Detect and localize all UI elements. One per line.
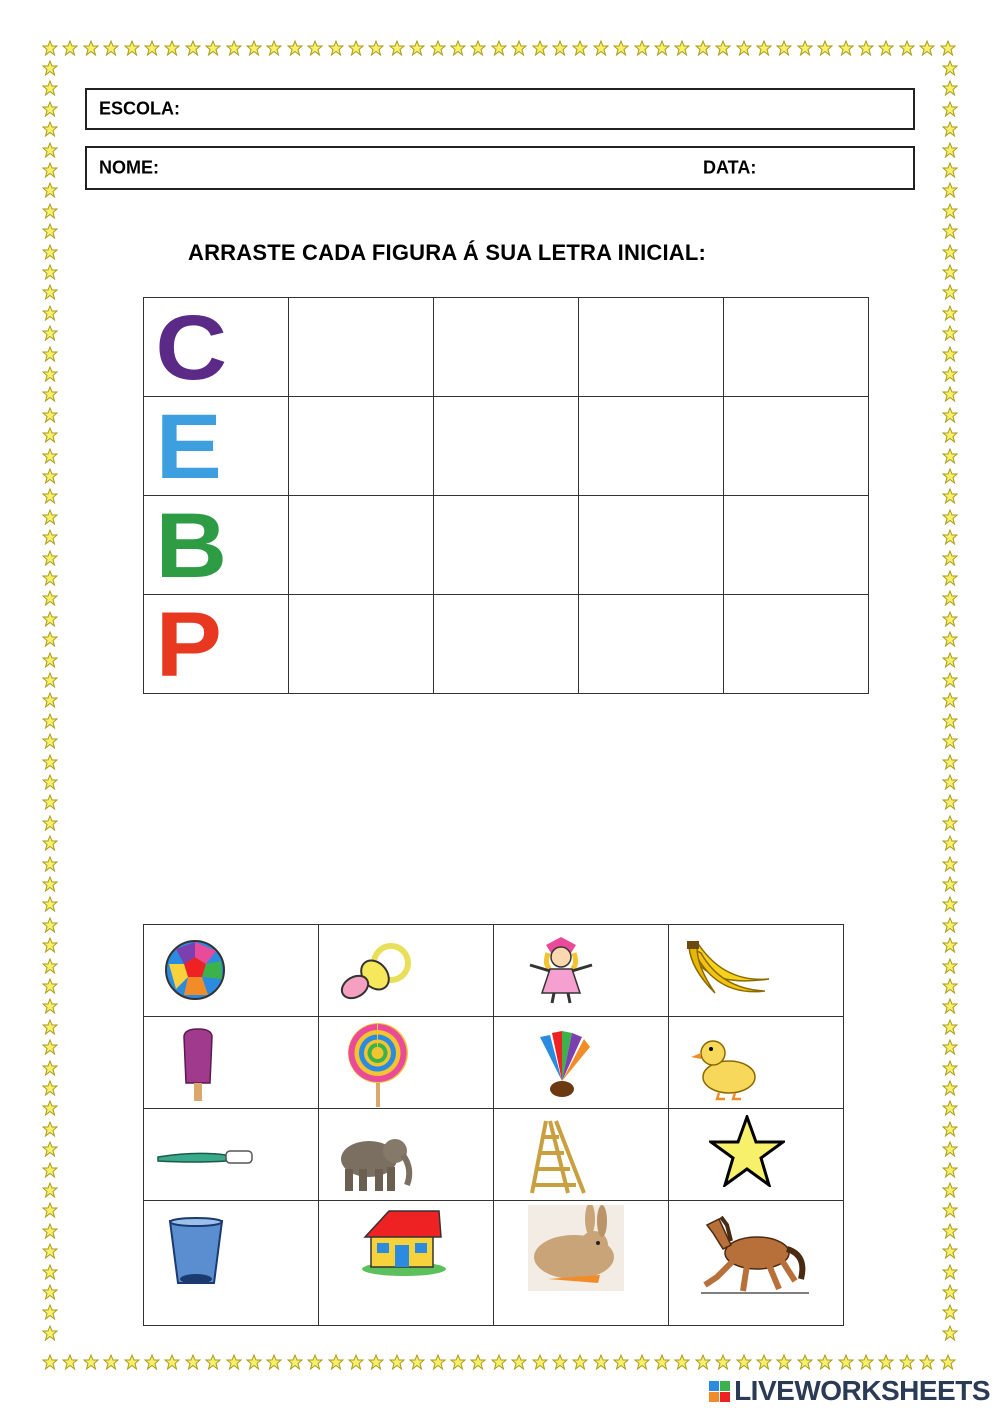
border-star-icon (491, 40, 507, 56)
border-star-icon (919, 40, 935, 56)
house-icon[interactable] (359, 1205, 449, 1277)
border-star-icon (328, 1354, 344, 1370)
border-star-icon (348, 1354, 364, 1370)
border-star-icon (389, 1354, 405, 1370)
liveworksheets-logo (709, 1375, 990, 1407)
border-star-icon (942, 1162, 958, 1178)
escola-label: ESCOLA: (99, 98, 180, 119)
border-star-icon (42, 182, 58, 198)
border-star-icon (919, 1354, 935, 1370)
border-star-icon (42, 40, 58, 56)
border-star-icon (42, 692, 58, 708)
border-star-icon (942, 1060, 958, 1076)
border-star-icon (42, 1060, 58, 1076)
letter-row (144, 595, 869, 694)
letter-b: B (155, 495, 226, 597)
border-star-icon (797, 40, 813, 56)
border-star-icon (942, 631, 958, 647)
shuttlecock-icon[interactable] (532, 1029, 592, 1101)
border-star-icon (42, 1182, 58, 1198)
border-star-icon (246, 1354, 262, 1370)
border-star-icon (42, 1284, 58, 1300)
border-star-icon (942, 1264, 958, 1280)
drop-zone[interactable] (724, 496, 869, 595)
border-star-icon (942, 570, 958, 586)
border-star-icon (942, 937, 958, 953)
border-star-icon (942, 1080, 958, 1096)
border-star-icon (942, 876, 958, 892)
border-star-icon (942, 264, 958, 280)
border-star-icon (409, 1354, 425, 1370)
drop-zone[interactable] (724, 298, 869, 397)
border-star-icon (430, 40, 446, 56)
border-star-icon (940, 40, 956, 56)
nome-field[interactable] (85, 146, 915, 190)
border-star-icon (42, 1121, 58, 1137)
border-star-icon (942, 754, 958, 770)
border-star-icon (942, 1202, 958, 1218)
drop-zone[interactable] (289, 397, 434, 496)
border-star-icon (42, 917, 58, 933)
border-star-icon (307, 40, 323, 56)
border-star-icon (942, 550, 958, 566)
drop-zone[interactable] (289, 496, 434, 595)
border-star-icon (654, 40, 670, 56)
border-star-icon (942, 917, 958, 933)
border-star-icon (942, 366, 958, 382)
banana-icon[interactable] (685, 939, 775, 1001)
drop-zone[interactable] (579, 397, 724, 496)
border-star-icon (593, 40, 609, 56)
letter-cell (144, 595, 289, 694)
border-star-icon (942, 529, 958, 545)
border-star-icon (572, 1354, 588, 1370)
border-star-icon (124, 1354, 140, 1370)
border-star-icon (942, 244, 958, 260)
border-star-icon (942, 774, 958, 790)
drop-zone[interactable] (724, 397, 869, 496)
letter-c: C (155, 297, 226, 399)
border-star-icon (942, 958, 958, 974)
border-star-icon (185, 40, 201, 56)
border-star-icon (838, 40, 854, 56)
border-star-icon (942, 794, 958, 810)
border-star-icon (62, 40, 78, 56)
border-star-icon (42, 672, 58, 688)
border-star-icon (42, 468, 58, 484)
border-star-icon (942, 1039, 958, 1055)
border-star-icon (942, 509, 958, 525)
border-star-icon (450, 1354, 466, 1370)
doll-icon[interactable] (526, 935, 596, 1005)
escola-field[interactable] (85, 88, 915, 130)
border-star-icon (613, 1354, 629, 1370)
border-star-icon (491, 1354, 507, 1370)
border-star-icon (42, 223, 58, 239)
border-star-icon (942, 1223, 958, 1239)
border-star-icon (144, 40, 160, 56)
border-star-icon (942, 407, 958, 423)
border-star-icon (226, 1354, 242, 1370)
border-star-icon (532, 40, 548, 56)
letter-drop-grid (143, 297, 869, 694)
border-star-icon (942, 978, 958, 994)
border-star-icon (942, 815, 958, 831)
border-star-icon (42, 346, 58, 362)
border-star-icon (942, 590, 958, 606)
border-star-icon (42, 876, 58, 892)
border-star-icon (226, 40, 242, 56)
border-star-icon (942, 203, 958, 219)
drop-zone[interactable] (724, 595, 869, 694)
border-star-icon (450, 40, 466, 56)
border-star-icon (736, 40, 752, 56)
border-star-icon (942, 386, 958, 402)
border-star-icon (42, 1202, 58, 1218)
border-star-icon (942, 80, 958, 96)
border-star-icon (942, 1304, 958, 1320)
border-star-icon (942, 223, 958, 239)
nome-label: NOME: (99, 157, 159, 178)
border-star-icon (942, 162, 958, 178)
border-star-icon (858, 40, 874, 56)
popsicle-icon[interactable] (178, 1027, 218, 1103)
drop-zone[interactable] (434, 496, 579, 595)
border-star-icon (942, 1019, 958, 1035)
border-star-icon (942, 611, 958, 627)
border-star-icon (42, 305, 58, 321)
border-star-icon (817, 1354, 833, 1370)
border-star-icon (942, 713, 958, 729)
border-star-icon (942, 835, 958, 851)
border-star-icon (942, 182, 958, 198)
border-star-icon (42, 529, 58, 545)
border-star-icon (470, 1354, 486, 1370)
border-star-icon (942, 448, 958, 464)
border-star-icon (328, 40, 344, 56)
border-star-icon (42, 794, 58, 810)
border-star-icon (42, 386, 58, 402)
border-star-icon (42, 631, 58, 647)
border-star-icon (62, 1354, 78, 1370)
border-star-icon (42, 1080, 58, 1096)
border-star-icon (654, 1354, 670, 1370)
border-star-icon (42, 978, 58, 994)
border-star-icon (942, 325, 958, 341)
border-star-icon (42, 1162, 58, 1178)
border-star-icon (164, 40, 180, 56)
brand-text: LIVEWORKSHEETS (734, 1375, 990, 1406)
border-star-icon (42, 590, 58, 606)
border-star-icon (42, 488, 58, 504)
border-star-icon (942, 672, 958, 688)
border-star-icon (593, 1354, 609, 1370)
drop-zone[interactable] (579, 496, 724, 595)
border-star-icon (942, 1121, 958, 1137)
border-star-icon (942, 1284, 958, 1300)
border-star-icon (942, 733, 958, 749)
border-star-icon (42, 1264, 58, 1280)
border-star-icon (797, 1354, 813, 1370)
letter-cell (144, 496, 289, 595)
ball-icon[interactable] (164, 939, 226, 1001)
border-star-icon (42, 835, 58, 851)
drop-zone[interactable] (434, 595, 579, 694)
border-star-icon (776, 1354, 792, 1370)
border-star-icon (266, 1354, 282, 1370)
border-star-icon (430, 1354, 446, 1370)
border-star-icon (756, 1354, 772, 1370)
border-star-icon (817, 40, 833, 56)
border-star-icon (942, 1182, 958, 1198)
border-star-icon (42, 427, 58, 443)
border-star-icon (83, 40, 99, 56)
border-star-icon (42, 264, 58, 280)
border-star-icon (942, 856, 958, 872)
border-star-icon (42, 754, 58, 770)
letter-p: P (155, 594, 220, 696)
border-star-icon (42, 611, 58, 627)
border-star-icon (42, 1223, 58, 1239)
border-star-icon (942, 1325, 958, 1341)
border-star-icon (942, 896, 958, 912)
border-star-icon (532, 1354, 548, 1370)
instruction-title: ARRASTE CADA FIGURA Á SUA LETRA INICIAL: (188, 240, 707, 265)
border-star-icon (878, 40, 894, 56)
border-star-icon (42, 774, 58, 790)
letter-row (144, 397, 869, 496)
border-star-icon (940, 1354, 956, 1370)
border-star-icon (899, 1354, 915, 1370)
data-label: DATA: (703, 157, 757, 178)
border-star-icon (42, 856, 58, 872)
border-star-icon (42, 815, 58, 831)
border-star-icon (942, 998, 958, 1014)
border-star-icon (942, 427, 958, 443)
border-star-icon (42, 733, 58, 749)
elephant-icon[interactable] (333, 1129, 417, 1193)
border-star-icon (368, 1354, 384, 1370)
border-star-icon (164, 1354, 180, 1370)
border-star-icon (613, 40, 629, 56)
border-star-icon (695, 1354, 711, 1370)
letter-cell (144, 298, 289, 397)
border-star-icon (409, 40, 425, 56)
border-star-icon (878, 1354, 894, 1370)
border-star-icon (42, 407, 58, 423)
border-star-icon (42, 448, 58, 464)
drop-zone[interactable] (579, 595, 724, 694)
picture-grid (143, 924, 844, 1326)
border-star-icon (42, 60, 58, 76)
border-star-icon (858, 1354, 874, 1370)
drop-zone[interactable] (434, 298, 579, 397)
border-star-icon (42, 101, 58, 117)
border-star-icon (942, 101, 958, 117)
border-star-icon (42, 1304, 58, 1320)
border-star-icon (942, 60, 958, 76)
border-star-icon (942, 121, 958, 137)
border-star-icon (42, 570, 58, 586)
letter-e: E (155, 396, 220, 498)
border-star-icon (287, 1354, 303, 1370)
drop-zone[interactable] (579, 298, 724, 397)
border-star-icon (185, 1354, 201, 1370)
border-star-icon (42, 284, 58, 300)
star-icon[interactable] (709, 1115, 785, 1187)
border-star-icon (674, 1354, 690, 1370)
border-star-icon (42, 896, 58, 912)
border-star-icon (756, 40, 772, 56)
horse-icon[interactable] (697, 1205, 813, 1301)
border-star-icon (942, 488, 958, 504)
drop-zone[interactable] (289, 298, 434, 397)
border-star-icon (942, 692, 958, 708)
border-star-icon (42, 366, 58, 382)
border-star-icon (42, 325, 58, 341)
border-star-icon (634, 1354, 650, 1370)
border-star-icon (42, 203, 58, 219)
drop-zone[interactable] (289, 595, 434, 694)
border-star-icon (246, 40, 262, 56)
border-star-icon (942, 1100, 958, 1116)
border-star-icon (942, 284, 958, 300)
border-star-icon (368, 40, 384, 56)
border-star-icon (42, 80, 58, 96)
logo-icon (709, 1381, 730, 1402)
border-star-icon (715, 40, 731, 56)
border-star-icon (83, 1354, 99, 1370)
pacifier-icon[interactable] (335, 941, 415, 1003)
ladder-icon[interactable] (528, 1119, 588, 1195)
border-star-icon (838, 1354, 854, 1370)
border-star-icon (42, 121, 58, 137)
border-star-icon (942, 1141, 958, 1157)
border-star-icon (42, 244, 58, 260)
border-star-icon (552, 40, 568, 56)
border-star-icon (348, 40, 364, 56)
border-star-icon (899, 40, 915, 56)
border-star-icon (942, 305, 958, 321)
border-star-icon (715, 1354, 731, 1370)
border-star-icon (42, 652, 58, 668)
letter-row (144, 496, 869, 595)
border-star-icon (736, 1354, 752, 1370)
lollipop-icon[interactable] (345, 1021, 411, 1109)
duck-icon[interactable] (689, 1029, 761, 1101)
border-star-icon (42, 713, 58, 729)
border-star-icon (42, 998, 58, 1014)
cup-icon[interactable] (168, 1217, 224, 1289)
border-star-icon (942, 468, 958, 484)
border-star-icon (42, 1039, 58, 1055)
border-star-icon (552, 1354, 568, 1370)
border-star-icon (42, 958, 58, 974)
border-star-icon (205, 40, 221, 56)
border-star-icon (511, 40, 527, 56)
border-star-icon (572, 40, 588, 56)
rabbit-icon[interactable] (528, 1205, 624, 1291)
border-star-icon (42, 1141, 58, 1157)
border-star-icon (42, 142, 58, 158)
border-star-icon (42, 1019, 58, 1035)
border-star-icon (144, 1354, 160, 1370)
border-star-icon (470, 40, 486, 56)
border-star-icon (389, 40, 405, 56)
border-star-icon (42, 937, 58, 953)
border-star-icon (634, 40, 650, 56)
letter-cell (144, 397, 289, 496)
border-star-icon (776, 40, 792, 56)
border-star-icon (287, 40, 303, 56)
border-star-icon (942, 1243, 958, 1259)
border-star-icon (42, 1325, 58, 1341)
border-star-icon (42, 1354, 58, 1370)
border-star-icon (103, 40, 119, 56)
border-star-icon (42, 1100, 58, 1116)
border-star-icon (42, 162, 58, 178)
border-star-icon (42, 509, 58, 525)
border-star-icon (942, 346, 958, 362)
border-star-icon (266, 40, 282, 56)
toothbrush-icon[interactable] (156, 1143, 256, 1169)
border-star-icon (124, 40, 140, 56)
border-star-icon (674, 40, 690, 56)
border-star-icon (42, 550, 58, 566)
border-star-icon (205, 1354, 221, 1370)
border-star-icon (942, 142, 958, 158)
border-star-icon (942, 652, 958, 668)
border-star-icon (42, 1243, 58, 1259)
border-star-icon (307, 1354, 323, 1370)
border-star-icon (695, 40, 711, 56)
letter-row (144, 298, 869, 397)
border-star-icon (511, 1354, 527, 1370)
border-star-icon (103, 1354, 119, 1370)
drop-zone[interactable] (434, 397, 579, 496)
